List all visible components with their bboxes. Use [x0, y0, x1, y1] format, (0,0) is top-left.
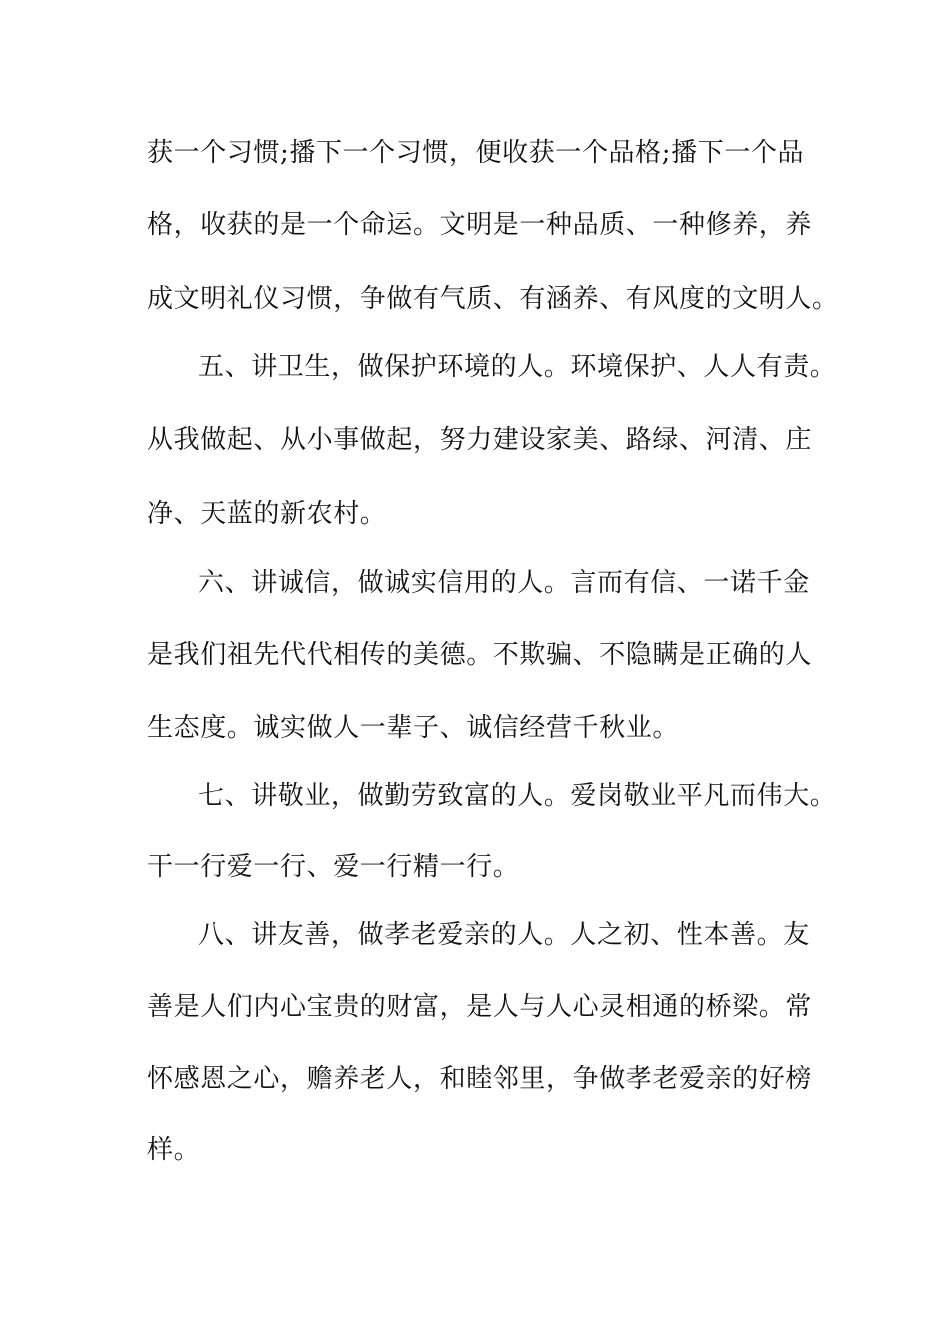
text-line: 干一行爱一行、爱一行精一行。 [147, 852, 520, 882]
text-line: 净、天蓝的新农村。 [147, 499, 387, 529]
text-line: 善是人们内心宝贵的财富，是人与人心灵相通的桥梁。常 [147, 992, 813, 1022]
text-line: 从我做起、从小事做起，努力建设家美、路绿、河清、庄 [147, 425, 813, 455]
section-five-heading-line: 五、讲卫生，做保护环境的人。环境保护、人人有责。 [198, 352, 837, 382]
section-six-heading-line: 六、讲诚信，做诚实信用的人。言而有信、一诺千金 [198, 568, 810, 598]
text-line: 获一个习惯;播下一个习惯，便收获一个品格;播下一个品 [147, 138, 805, 168]
section-seven-heading-line: 七、讲敬业，做勤劳致富的人。爱岗敬业平凡而伟大。 [198, 781, 837, 811]
text-line: 样。 [147, 1135, 201, 1165]
text-line: 怀感恩之心，赡养老人，和睦邻里，争做孝老爱亲的好榜 [147, 1064, 813, 1094]
text-line: 成文明礼仪习惯，争做有气质、有涵养、有风度的文明人。 [147, 284, 839, 314]
text-line: 是我们祖先代代相传的美德。不欺骗、不隐瞒是正确的人 [147, 640, 813, 670]
text-line: 生态度。诚实做人一辈子、诚信经营千秋业。 [147, 713, 680, 743]
text-line: 格，收获的是一个命运。文明是一种品质、一种修养，养 [147, 210, 813, 240]
section-eight-heading-line: 八、讲友善，做孝老爱亲的人。人之初、性本善。友 [198, 920, 810, 950]
